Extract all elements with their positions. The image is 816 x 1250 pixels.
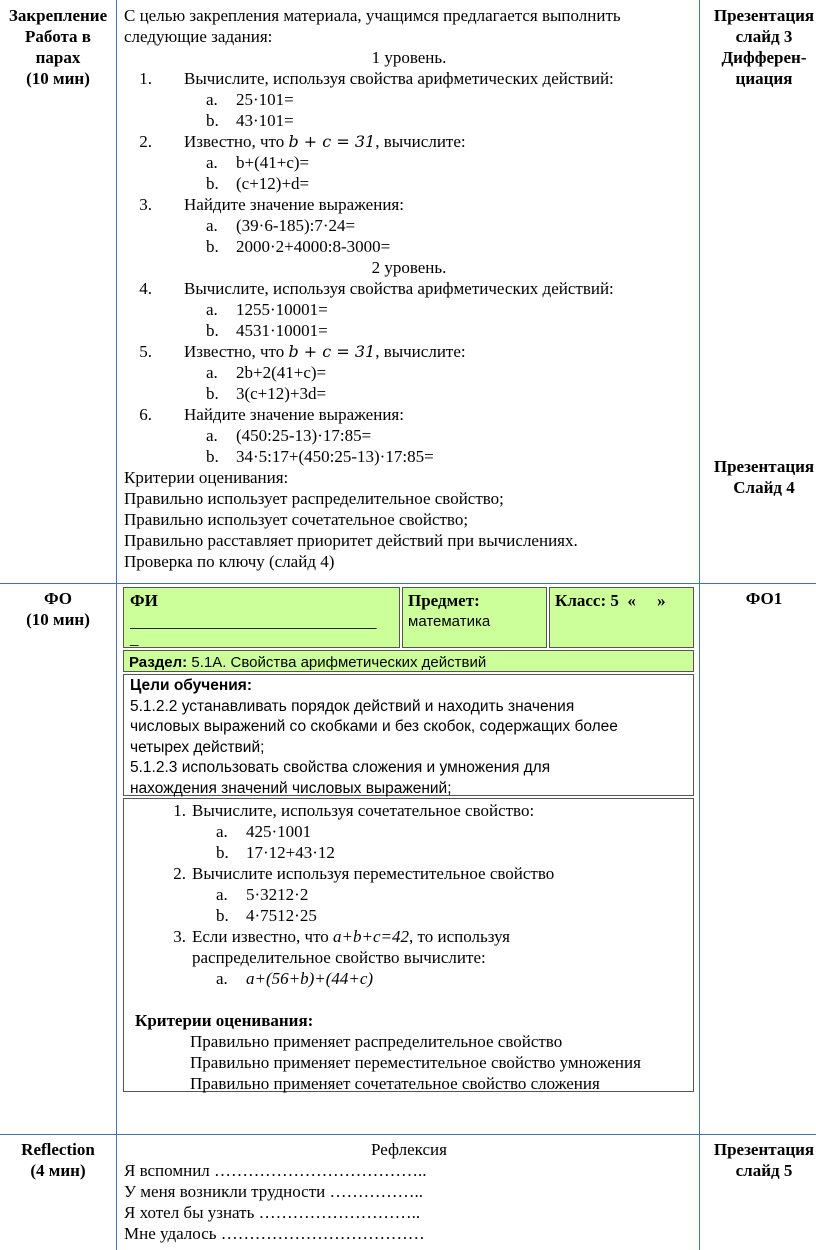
subtask [124,299,694,320]
subtask [124,173,694,194]
subtask-letter: a. [206,300,218,319]
class-box [549,587,694,648]
level-heading: 1 уровень. [371,48,447,67]
resource-line: Презентация [713,1140,815,1159]
criteria-line: Правильно использует распределительное свойство; [124,489,504,508]
row3-reflection [124,1139,694,1244]
stage-label-line: ФО [43,589,73,608]
stage-label-line: Работа в [25,27,91,46]
subtask-letter: a. [206,90,218,109]
subject-box [402,587,547,648]
task-text: , вычислите: [375,132,466,151]
task-item [124,404,694,425]
subtask-letter: a. [206,426,218,445]
task-text: Если известно, что [192,927,334,946]
subtask [124,425,694,446]
subtask-expression: 425·1001 [246,822,312,841]
criteria-line: Правильно применяет сочетательное свойство сложения [190,1074,600,1093]
stage-label-line: парах [35,48,81,67]
resource-line: циация [735,69,793,88]
criteria-line: Правильно применяет переместительное свойство умножения [190,1053,641,1072]
task-text: , то используя [409,927,510,946]
section-value: 5.1А. Свойства арифметических действий [187,654,487,671]
task-number: 1. [139,69,152,88]
subtask [124,842,689,863]
subtask-expression: 1255·10001= [236,300,328,319]
task-number: 2. [139,132,152,151]
subtask-letter: b. [206,111,219,130]
subtask-letter: b. [206,321,219,340]
student-name-box [123,587,400,648]
subtask-letter: b. [216,843,229,862]
resource-line: слайд 5 [735,1161,793,1180]
row1-content [124,5,694,572]
reflection-title: Рефлексия [371,1140,447,1159]
task-text: Вычислите, используя свойства арифметических действий: [184,69,614,88]
fi-underline: _ [130,629,139,648]
class-label: Класс: 5 « » [555,591,666,610]
goal-line: нахождения значений числовых выражений; [130,779,452,797]
goal-line: числовых выражений со скобками и без скобок, содержащих более [130,718,618,735]
row3-resources [699,1139,816,1181]
fi-label: ФИ [130,591,158,610]
resource-line: Презентация [713,6,815,25]
task-text: Вычислите, используя сочетательное свойство: [192,801,535,820]
row1-resources-top [699,5,816,89]
math-formula: b + c = 31 [288,132,376,151]
table-line [0,583,816,584]
assessment-tasks-box [123,798,694,1092]
criteria-line: Правильно использует сочетательное свойство; [124,510,469,529]
subtask [124,236,694,257]
table-line [116,0,117,1250]
subtask [124,110,694,131]
subtask-letter: b. [206,237,219,256]
stage-label-line: Закрепление [8,6,108,25]
goal-line: четырех действий; [130,738,265,756]
reflection-line: Я вспомнил ……………………………….. [124,1161,427,1180]
subtask-letter: a. [206,216,218,235]
criteria-heading: Критерии оценивания: [124,468,289,487]
row2-resources [699,588,816,609]
subtask-letter: b. [206,174,219,193]
reflection-line: Мне удалось ……………………………… [124,1224,425,1243]
subtask [124,320,694,341]
subject-label: Предмет: [408,591,480,610]
subtask-expression: 4531·10001= [236,321,328,340]
subtask-expression: 3(c+12)+3d= [236,384,327,403]
subtask-expression: 43·101= [236,111,294,130]
learning-goals-box [123,674,694,796]
subtask-letter: a. [206,153,218,172]
task-number: 6. [139,405,152,424]
intro-line: следующие задания: [124,27,273,46]
level-heading: 2 уровень. [371,258,447,277]
task-text: Найдите значение выражения: [184,405,404,424]
subtask-expression: 17·12+43·12 [246,843,335,862]
stage-label-line: (10 мин) [26,610,90,629]
task-item [124,278,694,299]
section-line [129,651,486,673]
task-item [124,194,694,215]
subtask-letter: b. [216,906,229,925]
row1-stage-label [0,5,116,89]
subtask [124,905,689,926]
section-label: Раздел: [129,654,188,671]
subtask-letter: a. [216,822,228,841]
table-line [699,0,700,1250]
resource-line: Дифферен- [721,48,807,67]
subtask-expression: b+(41+c)= [236,153,310,172]
math-formula: a+b+c=42 [333,927,410,946]
resource-line: слайд 3 [735,27,793,46]
task-number: 3. [173,927,186,946]
task-item [124,800,689,821]
goal-line: 5.1.2.3 использовать свойства сложения и умножения для [130,759,551,776]
task-number: 1. [173,801,186,820]
row1-resources-bottom [699,456,816,498]
criteria-heading: Критерии оценивания: [135,1011,314,1030]
stage-label-line: Reflection [21,1140,95,1159]
table-line [0,1134,816,1135]
subtask-expression: a+(56+b)+(44+c) [246,969,374,988]
subtask [124,821,689,842]
task-item [124,341,694,362]
subtask-expression: (c+12)+d= [236,174,310,193]
task-text: Известно, что [184,342,289,361]
task-number: 5. [139,342,152,361]
criteria-line: Правильно расставляет приоритет действий при вычислениях. [124,531,578,550]
task-text: , вычислите: [375,342,466,361]
goals-title: Цели обучения: [130,677,252,694]
subtask-letter: a. [216,969,228,988]
task-text: Вычислите используя переместительное свойство [192,864,555,883]
subtask-letter: a. [216,885,228,904]
stage-label-line: (10 мин) [26,69,90,88]
resource-line: Слайд 4 [733,478,795,497]
subtask [124,884,689,905]
task-item [124,68,694,89]
reflection-line: Я хотел бы узнать ……………………….. [124,1203,421,1222]
task-text: Найдите значение выражения: [184,195,404,214]
subtask [124,383,694,404]
subtask [124,152,694,173]
row2-stage-label [0,588,116,630]
subtask-expression: 2000·2+4000:8-3000= [236,237,391,256]
task-text: Известно, что [184,132,289,151]
resource-line: Презентация [713,457,815,476]
subtask-expression: 4·7512·25 [246,906,317,925]
subtask-expression: (39·6-185):7·24= [236,216,356,235]
subtask-expression: 25·101= [236,90,294,109]
task-item [124,131,694,152]
task-number: 3. [139,195,152,214]
subtask-expression: 2b+2(41+c)= [236,363,327,382]
subtask [124,968,689,989]
subtask [124,362,694,383]
subject-value: математика [408,613,491,630]
stage-label-line: (4 мин) [30,1161,86,1180]
reflection-line: У меня возникли трудности …………….. [124,1182,424,1201]
task-number: 2. [173,864,186,883]
fi-underline: _____________________________ [130,612,377,631]
subtask [124,89,694,110]
subtask-letter: a. [206,363,218,382]
task-item [124,926,689,947]
subtask-expression: 34·5:17+(450:25-13)·17:85= [236,447,434,466]
intro-line: С целью закрепления материала, учащимся предлагается выполнить [124,6,621,25]
row3-stage-label [0,1139,116,1181]
task-number: 4. [139,279,152,298]
math-formula: b + c = 31 [288,342,376,361]
subtask-expression: 5·3212·2 [246,885,309,904]
criteria-line: Правильно применяет распределительное свойство [190,1032,563,1051]
task-text: Вычислите, используя свойства арифметических действий: [184,279,614,298]
section-box [123,650,694,672]
resource-line: ФО1 [745,589,783,608]
criteria-line: Проверка по ключу (слайд 4) [124,552,335,571]
subtask-expression: (450:25-13)·17:85= [236,426,372,445]
task-item [124,863,689,884]
task-text: распределительное свойство вычислите: [192,948,486,967]
goal-line: 5.1.2.2 устанавливать порядок действий и находить значения [130,697,575,715]
subtask-letter: b. [206,447,219,466]
subtask [124,446,694,467]
subtask-letter: b. [206,384,219,403]
subtask [124,215,694,236]
